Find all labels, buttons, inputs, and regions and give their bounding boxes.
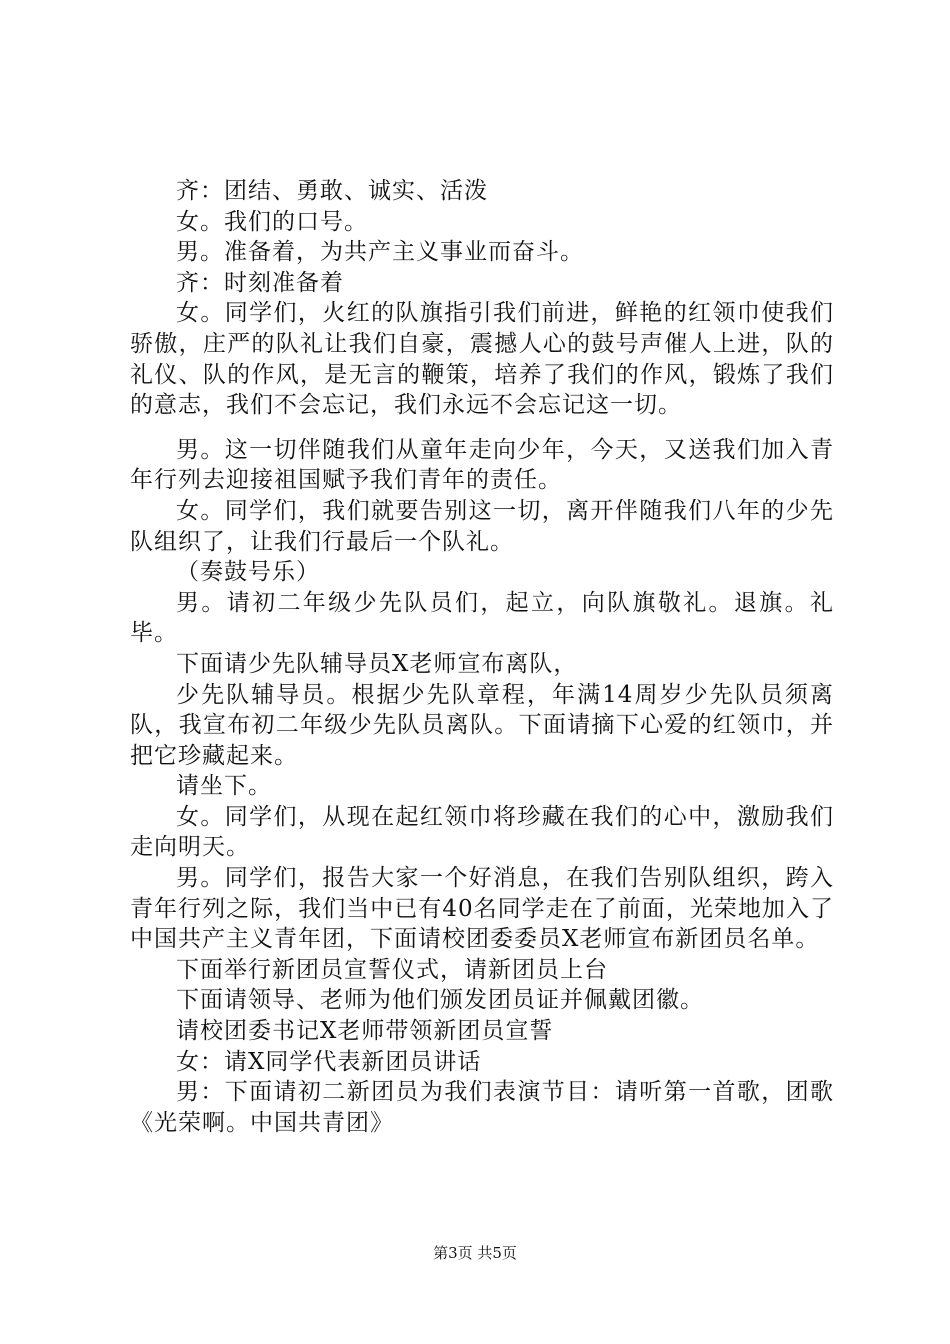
paragraph-19: 男：下面请初二新团员为我们表演节目：请听第一首歌，团歌《光荣啊。中国共青团》 [130, 1079, 834, 1136]
paragraph-8: （奏鼓号乐） [176, 559, 320, 586]
paragraph-2: 女。我们的口号。 [176, 208, 368, 235]
paragraph-15: 下面举行新团员宣誓仪式，请新团员上台 [176, 956, 608, 983]
paragraph-3: 男。准备着，为共产主义事业而奋斗。 [176, 239, 584, 266]
paragraph-6: 男。这一切伴随我们从童年走向少年，今天，又送我们加入青年行列去迎接祖国赋予我们青年的责任。 [130, 436, 834, 494]
document-body [130, 176, 834, 1138]
paragraph-9: 男。请初二年级少先队员们，起立，向队旗敬礼。退旗。礼毕。 [130, 589, 834, 647]
page-number-footer: 第3页 共5页 [433, 1244, 517, 1262]
paragraph-4: 齐：时刻准备着 [176, 269, 344, 296]
paragraph-7: 女。同学们，我们就要告别这一切，离开伴随我们八年的少先队组织了，让我们行最后一个队礼。 [130, 497, 834, 555]
paragraph-5: 女。同学们，火红的队旗指引我们前进，鲜艳的红领巾使我们骄傲，庄严的队礼让我们自豪，震撼人心的鼓号声催人上进，队的礼仪、队的作风，是无言的鞭策，培养了我们的作风，锻炼了我们的意志，我们不会忘记，我们永远不会忘记这一切。 [130, 300, 834, 419]
paragraph-10: 下面请少先队辅导员X老师宣布离队， [176, 650, 578, 677]
paragraph-16: 下面请领导、老师为他们颁发团员证并佩戴团徽。 [176, 987, 704, 1014]
paragraph-12: 请坐下。 [176, 773, 272, 800]
paragraph-13: 女。同学们，从现在起红领巾将珍藏在我们的心中，激励我们走向明天。 [130, 803, 834, 861]
paragraph-17: 请校团委书记X老师带领新团员宣誓 [176, 1018, 554, 1045]
paragraph-14: 男。同学们，报告大家一个好消息，在我们告别队组织，跨入青年行列之际，我们当中已有40名同学走在了前面，光荣地加入了中国共产主义青年团，下面请校团委委员X老师宣布新团员名单。 [130, 865, 834, 953]
paragraph-1: 齐：团结、勇敢、诚实、活泼 [176, 178, 488, 204]
paragraph-11: 少先队辅导员。根据少先队章程，年满14周岁少先队员须离队，我宣布初二年级少先队员离队。下面请摘下心爱的红领巾，并把它珍藏起来。 [130, 681, 834, 769]
paragraph-18: 女：请X同学代表新团员讲话 [176, 1048, 482, 1075]
